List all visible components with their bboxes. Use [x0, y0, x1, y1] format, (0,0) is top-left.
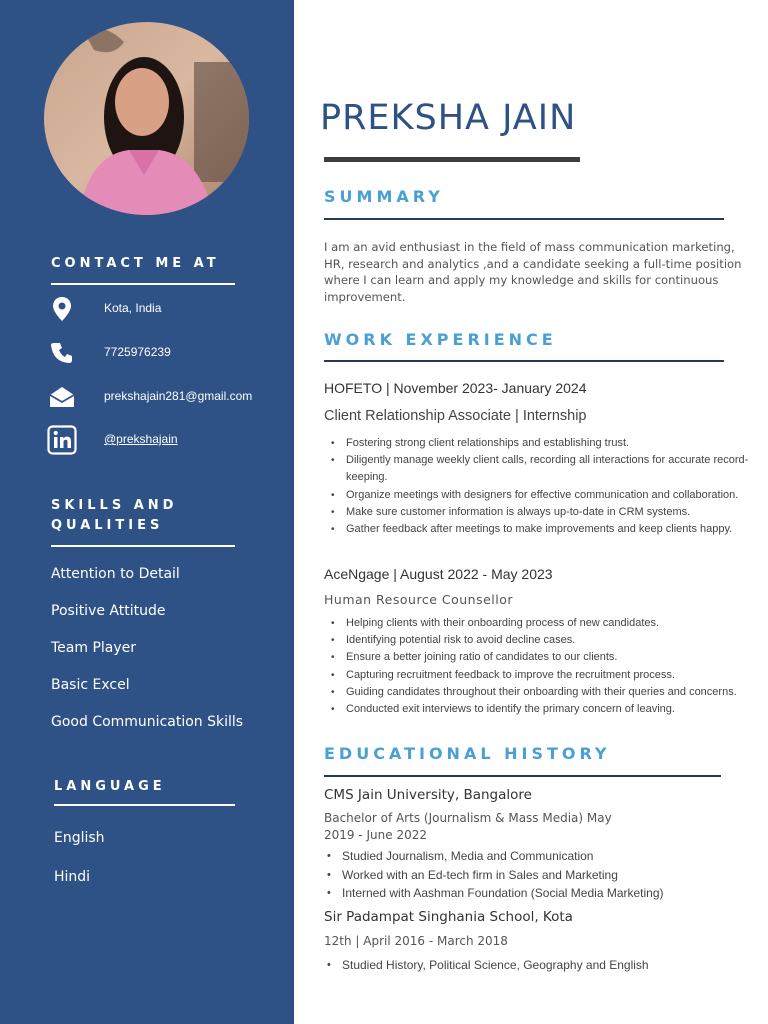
list-item: • Ensure a better joining ratio of candidates to our clients. — [330, 649, 766, 666]
list-item: • Fostering strong client relationships and establishing trust. — [330, 435, 766, 452]
list-item: • Identifying potential risk to avoid decline cases. — [330, 632, 766, 649]
skill-item: Good Communication Skills — [51, 714, 244, 730]
school-name: CMS Jain University, Bangalore — [324, 787, 532, 803]
education-divider — [324, 775, 721, 777]
summary-heading: SUMMARY — [324, 187, 444, 206]
education-bullets — [326, 847, 726, 903]
list-item: • Studied Journalism, Media and Communication — [326, 847, 726, 866]
phone-text: 7725976239 — [104, 345, 171, 359]
list-item: • Diligently manage weekly client calls, recording all interactions for accurate record-keeping. — [330, 452, 750, 486]
job-role: Human Resource Counsellor — [324, 592, 514, 607]
location-pin-icon — [46, 293, 78, 325]
job-bullets — [330, 615, 766, 718]
list-item: • Studied History, Political Science, Geography and English — [326, 956, 726, 975]
degree-text — [324, 810, 644, 843]
degree-line: 2019 - June 2022 — [324, 827, 427, 842]
skills-heading-line1: SKILLS AND — [51, 498, 178, 513]
linkedin-link[interactable]: @prekshajain — [104, 432, 178, 446]
linkedin-icon[interactable] — [46, 424, 78, 456]
contact-divider — [51, 283, 235, 285]
skills-heading — [51, 496, 177, 536]
list-item: • Capturing recruitment feedback to improve the recruitment process. — [330, 667, 766, 684]
education-bullets — [326, 956, 726, 975]
degree-text: 12th | April 2016 - March 2018 — [324, 934, 508, 948]
work-heading: WORK EXPERIENCE — [324, 330, 557, 349]
language-item: English — [54, 830, 105, 846]
profile-photo — [44, 22, 249, 215]
skill-item: Positive Attitude — [51, 603, 166, 619]
skill-item: Basic Excel — [51, 677, 130, 693]
list-item: • Gather feedback after meetings to make improvements and keep clients happy. — [330, 521, 766, 538]
language-divider — [54, 804, 235, 806]
list-item: • Guiding candidates throughout their onboarding with their queries and concerns. — [330, 684, 766, 701]
skills-heading-line2: QUALITIES — [51, 518, 164, 533]
list-item: • Worked with an Ed-tech firm in Sales and Marketing — [326, 866, 726, 885]
list-item: • Helping clients with their onboarding process of new candidates. — [330, 615, 766, 632]
contact-heading: CONTACT ME AT — [51, 256, 220, 271]
education-heading: EDUCATIONAL HISTORY — [324, 744, 611, 763]
degree-line: Bachelor of Arts (Journalism & Mass Media) May — [324, 811, 612, 825]
skills-divider — [51, 545, 235, 547]
language-item: Hindi — [54, 869, 91, 885]
name-underline — [324, 157, 580, 162]
list-item: • Interned with Aashman Foundation (Social Media Marketing) — [326, 884, 726, 903]
email-text[interactable]: prekshajain281@gmail.com — [104, 389, 253, 403]
job-role: Client Relationship Associate | Internship — [324, 408, 587, 424]
job-title: AceNgage | August 2022 - May 2023 — [324, 566, 553, 582]
email-icon — [46, 381, 78, 413]
contact-location — [46, 293, 286, 325]
skill-item: Team Player — [51, 640, 137, 656]
contact-phone — [46, 337, 286, 369]
skill-item: Attention to Detail — [51, 566, 180, 582]
list-item: • Conducted exit interviews to identify the primary concern of leaving. — [330, 701, 766, 718]
candidate-name: PREKSHA JAIN — [320, 98, 577, 138]
job-title: HOFETO | November 2023- January 2024 — [324, 380, 587, 396]
list-item: • Organize meetings with designers for effective communication and collaboration. — [330, 487, 766, 504]
sidebar — [0, 0, 294, 1024]
phone-icon — [46, 337, 78, 369]
summary-text: I am an avid enthusiast in the field of mass communication marketing, HR, research and analytics ,and a candidate seeking a full-time position where I can learn and apply my knowledge and skills for continuous improvement. — [324, 240, 742, 304]
summary-divider — [324, 218, 724, 220]
school-name: Sir Padampat Singhania School, Kota — [324, 909, 573, 925]
language-heading: LANGUAGE — [54, 779, 166, 794]
location-text: Kota, India — [104, 301, 162, 315]
contact-email — [46, 381, 286, 413]
list-item: • Make sure customer information is always up-to-date in CRM systems. — [330, 504, 766, 521]
contact-linkedin[interactable] — [46, 424, 286, 456]
job-bullets — [330, 435, 766, 538]
work-divider — [324, 360, 724, 362]
